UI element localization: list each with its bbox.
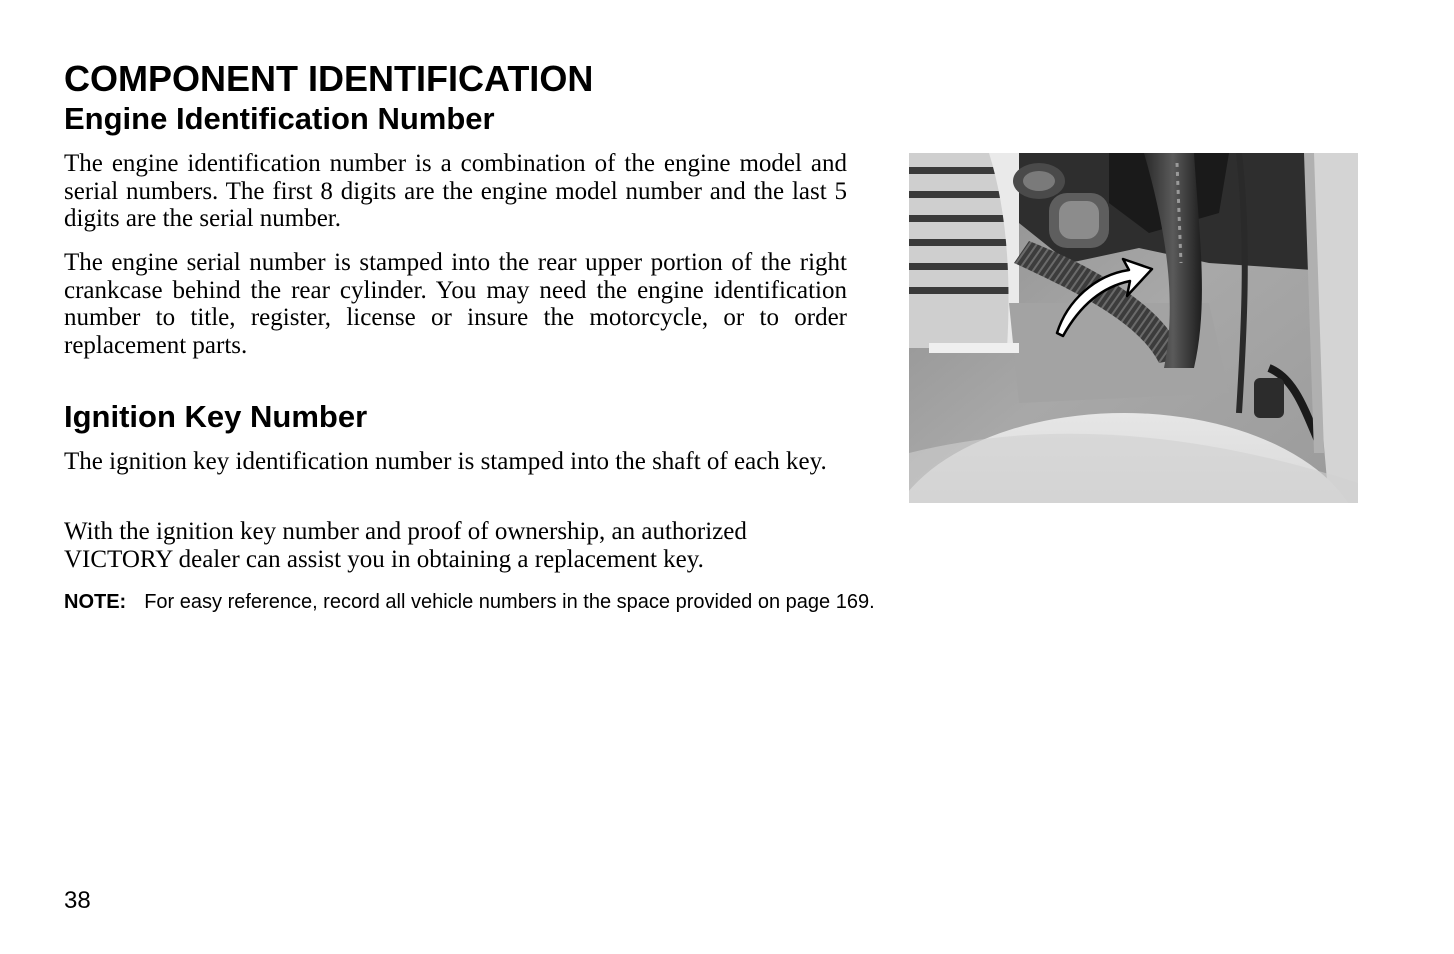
- paragraph-engine-serial-location: The engine serial number is stamped into the rear upper portion of the right crankcase behind the rear cylinder. You may need the engine identification number to title, register, license or insure the motorcycle, or to order replacement parts.: [64, 249, 847, 359]
- engine-serial-location-photo: [909, 153, 1358, 503]
- paragraph-replacement-key: With the ignition key number and proof of ownership, an authorized VICTORY dealer can assist you in obtaining a replacement key.: [64, 518, 747, 573]
- note: [64, 589, 875, 615]
- section-heading-ignition-key: Ignition Key Number: [64, 399, 368, 434]
- note-text: For easy reference, record all vehicle numbers in the space provided on page 169.: [144, 591, 875, 613]
- note-label: NOTE:: [64, 591, 127, 613]
- paragraph-engine-id-definition: The engine identification number is a combination of the engine model and serial numbers. The first 8 digits are the engine model number and the last 5 digits are the serial number.: [64, 150, 847, 232]
- section-heading-engine-id: Engine Identification Number: [64, 101, 495, 136]
- paragraph-ignition-key-location: The ignition key identification number is stamped into the shaft of each key.: [64, 448, 827, 475]
- page-number: 38: [64, 887, 91, 914]
- page-title: COMPONENT IDENTIFICATION: [64, 58, 594, 99]
